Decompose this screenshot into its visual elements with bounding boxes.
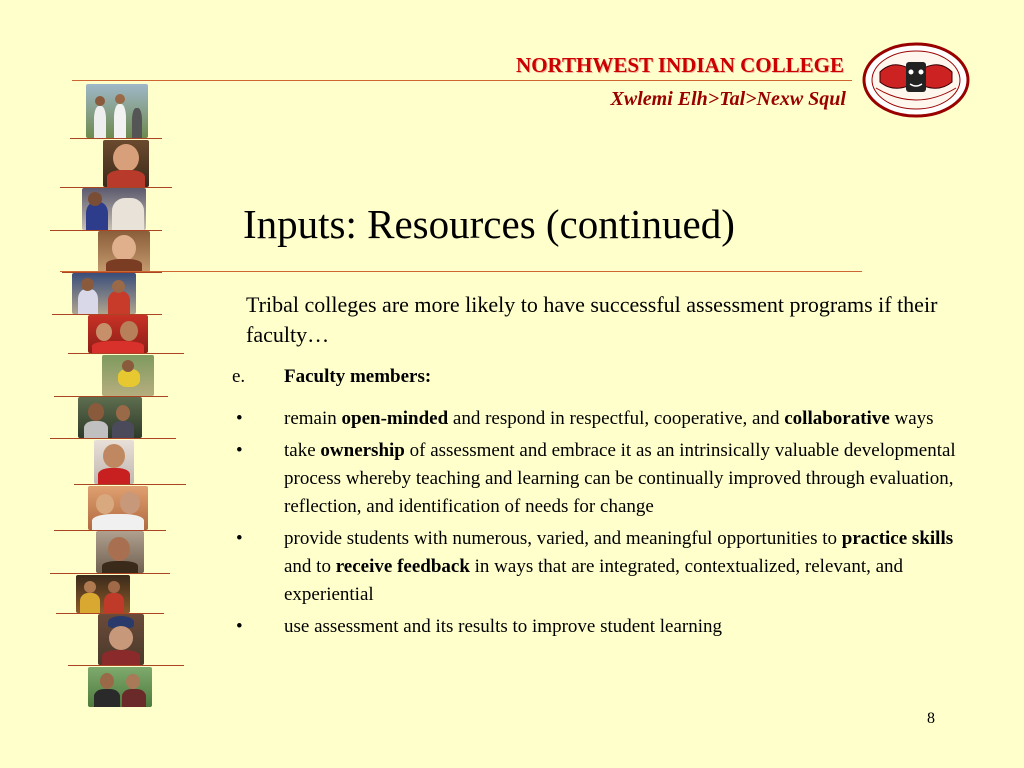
photo (76, 575, 130, 613)
photo (78, 397, 142, 438)
photo (72, 273, 136, 314)
bullet-item (236, 525, 956, 609)
bullet-text: of assessment and embrace it as an intrinsically valuable developmental process whereby teaching and learning can be continually improved through evaluation, reflection, and identification of needs for change (284, 440, 956, 517)
strip-rule (68, 353, 184, 354)
bullet-dot-icon: • (236, 528, 243, 549)
bullet-dot-icon: • (236, 440, 243, 461)
bullet-item (236, 405, 956, 433)
bullet-text: and to (284, 556, 336, 577)
photo (98, 231, 150, 272)
bullet-list (236, 405, 956, 645)
photo (103, 140, 149, 187)
bullet-emphasis: open-minded (341, 408, 449, 429)
strip-rule (50, 438, 176, 439)
bullet-item (236, 437, 956, 521)
photo (88, 486, 148, 530)
strip-rule (68, 665, 184, 666)
bullet-emphasis: collaborative (784, 408, 890, 429)
bullet-text: provide students with numerous, varied, and meaningful opportunities to (284, 528, 842, 549)
photo (98, 614, 144, 665)
sub-heading (232, 366, 431, 388)
sub-heading-text: Faculty members: (284, 366, 432, 387)
bullet-text: take (284, 440, 321, 461)
photo (94, 440, 134, 484)
bullet-text: in ways that are integrated, contextualized, relevant, and experiential (284, 556, 904, 605)
bullet-emphasis: practice skills (841, 528, 954, 549)
bullet-text: remain (284, 408, 342, 429)
bullet-item (236, 613, 956, 641)
photo (88, 315, 148, 353)
bullet-text: and respond in respectful, cooperative, and (448, 408, 785, 429)
college-seal-icon (862, 42, 970, 118)
intro-text: Tribal colleges are more likely to have successful assessment programs if their faculty… (246, 292, 938, 347)
photo (82, 188, 146, 230)
slide-title: Inputs: Resources (continued) (243, 201, 735, 247)
bullet-dot-icon: • (236, 408, 243, 429)
photo (86, 84, 148, 138)
college-motto: Xwlemi Elh>Tal>Nexw Squl (610, 88, 846, 110)
page-number: 8 (927, 710, 935, 727)
bullet-dot-icon: • (236, 616, 243, 637)
strip-rule (74, 484, 186, 485)
bullet-text: use assessment and its results to improve student learning (284, 616, 722, 637)
strip-rule (70, 138, 162, 139)
bullet-text: ways (889, 408, 934, 429)
bullet-emphasis: ownership (320, 440, 405, 461)
photo (96, 531, 144, 573)
photo-strip (0, 0, 200, 768)
bullet-emphasis: receive feedback (335, 556, 470, 577)
photo (88, 667, 152, 707)
college-name: NORTHWEST INDIAN COLLEGE (516, 53, 844, 77)
photo (102, 355, 154, 396)
sub-heading-marker: e. (232, 366, 246, 387)
title-rule (60, 271, 862, 272)
strip-rule (50, 573, 170, 574)
